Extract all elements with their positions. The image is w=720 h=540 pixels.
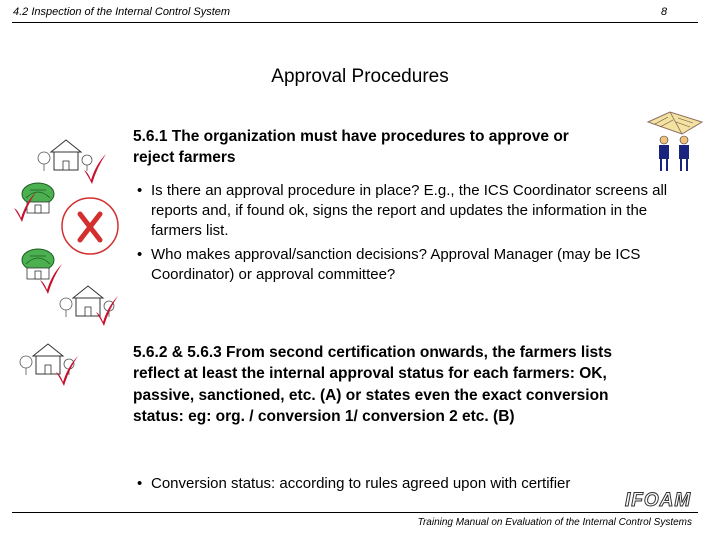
bullet-text: Is there an approval procedure in place? E.g., the ICS Coordinator screens all reports and, if found ok, signs the report and updates the information in the farmers list. xyxy=(151,182,668,239)
reject-x-icon xyxy=(62,198,118,254)
people-book-icon xyxy=(648,112,702,171)
bullet-text: Who makes approval/sanction decisions? Approval Manager (may be ICS Coordinator) or approval committee? xyxy=(151,246,641,283)
section-heading-5-6-2: 5.6.2 & 5.6.3 From second certification onwards, the farmers lists reflect at least the internal approval status for each farmers: OK, passive, sanctioned, etc. (A) or states even the exact conversion status: eg: org. / conversion 1/ conversion 2 etc. (B) xyxy=(133,344,612,425)
bullet-marker: • xyxy=(137,182,143,199)
page-title: Approval Procedures xyxy=(271,66,449,87)
hut-icon xyxy=(22,249,54,279)
footer-text: Training Manual on Evaluation of the Internal Control Systems xyxy=(417,517,692,528)
section-heading-5-6-1: 5.6.1 The organization must have procedures to approve or reject farmers xyxy=(133,128,569,166)
farm-house-icon xyxy=(38,140,92,171)
page-number: 8 xyxy=(661,6,668,18)
farm-house-icon xyxy=(20,344,74,375)
farm-house-icon xyxy=(60,286,114,317)
bullet-text: Conversion status: according to rules agreed upon with certifier xyxy=(151,475,571,492)
bullet-marker: • xyxy=(137,475,143,492)
ifoam-logo: IFOAM xyxy=(625,490,692,511)
header-chapter: 4.2 Inspection of the Internal Control System xyxy=(13,6,231,18)
bullet-marker: • xyxy=(137,246,143,263)
